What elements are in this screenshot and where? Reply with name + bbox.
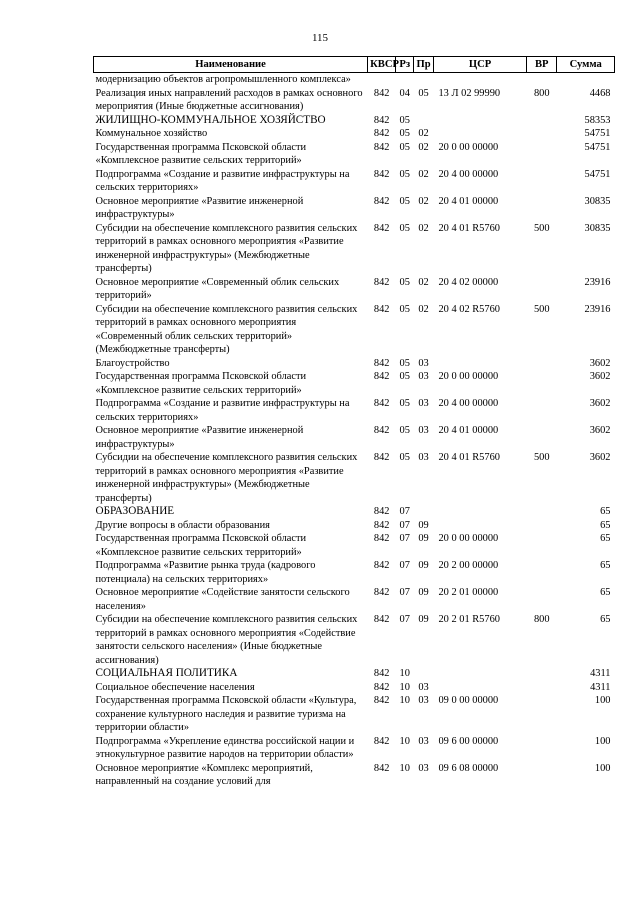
cell-kvsr: 842 (373, 668, 390, 679)
cell-rz: 04 (399, 87, 410, 99)
cell-csr: 13 Л 02 99990 (438, 87, 501, 99)
cell-sum: 30835 (584, 222, 611, 234)
cell-sum: 54751 (584, 128, 611, 139)
cell-rz: 05 (399, 276, 410, 288)
cell-kvsr: 842 (373, 506, 390, 517)
cell-kvsr: 842 (373, 695, 390, 706)
table-row (94, 451, 615, 505)
table-row (94, 168, 615, 195)
cell-sum: 3602 (589, 425, 611, 436)
cell-name: Социальное обеспечение населения (95, 681, 255, 693)
cell-csr: 20 4 01 00000 (438, 425, 499, 436)
header-vr: ВР (527, 57, 557, 73)
cell-kvsr: 842 (373, 195, 390, 207)
cell-kvsr: 842 (373, 681, 390, 693)
cell-pr: 02 (418, 128, 429, 139)
cell-name: Реализация иных направлений расходов в рамках основного мероприятия (Иные бюджетные ассигнования) (95, 87, 363, 112)
cell-pr: 09 (418, 560, 429, 571)
cell-name: Государственная программа Псковской области «Комплексное развитие сельских территорий» (95, 371, 307, 396)
cell-csr: 20 4 00 00000 (438, 398, 499, 409)
cell-sum: 23916 (584, 303, 611, 315)
cell-sum: 54751 (584, 168, 611, 180)
cell-vr (527, 276, 557, 303)
cell-vr (527, 370, 557, 397)
cell-kvsr: 842 (373, 762, 390, 774)
cell-kvsr: 842 (373, 168, 390, 180)
cell-rz: 05 (399, 168, 410, 180)
cell-name: Субсидии на обеспечение комплексного развития сельских территорий в рамках основного мероприятия «Развитие инженерной инфраструктуры» (Межбюджетные трансферты) (95, 452, 358, 504)
cell-pr: 09 (418, 519, 429, 531)
cell-vr: 500 (533, 222, 550, 234)
cell-pr: 03 (418, 357, 429, 369)
cell-rz: 07 (399, 519, 410, 531)
cell-pr: 03 (418, 452, 429, 463)
cell-pr: 03 (418, 695, 429, 706)
table-row (94, 559, 615, 586)
cell-name: ЖИЛИЩНО-КОММУНАЛЬНОЕ ХОЗЯЙСТВО (95, 113, 326, 126)
cell-vr (527, 519, 557, 533)
cell-name: Основное мероприятие «Развитие инженерной инфраструктуры» (95, 425, 304, 450)
cell-rz: 10 (399, 681, 410, 693)
page-number: 115 (311, 32, 329, 44)
table-row (94, 141, 615, 168)
cell-sum: 65 (600, 560, 611, 571)
cell-vr (527, 667, 557, 681)
cell-rz: 07 (399, 506, 410, 517)
cell-pr: 03 (418, 425, 429, 436)
cell-kvsr: 842 (373, 357, 390, 369)
cell-rz: 07 (399, 587, 410, 598)
cell-vr (527, 141, 557, 168)
cell-vr (527, 127, 557, 141)
table-row (94, 613, 615, 667)
header-rz: Рз (396, 57, 414, 73)
cell-csr (433, 73, 526, 87)
table-header-row (94, 57, 615, 73)
cell-pr: 03 (418, 762, 429, 774)
cell-pr: 05 (418, 87, 429, 99)
table-row (94, 87, 615, 114)
cell-kvsr (368, 73, 396, 87)
table-row (94, 370, 615, 397)
cell-kvsr: 842 (373, 276, 390, 288)
cell-rz: 10 (399, 695, 410, 706)
cell-sum: 65 (600, 587, 611, 598)
cell-rz: 05 (399, 222, 410, 234)
budget-table (93, 56, 615, 789)
cell-sum: 65 (600, 533, 611, 544)
cell-rz: 07 (399, 614, 410, 625)
table-row (94, 519, 615, 533)
cell-csr (433, 505, 526, 519)
cell-kvsr: 842 (373, 128, 390, 139)
table-row (94, 735, 615, 762)
cell-pr: 02 (418, 276, 429, 288)
cell-name: Государственная программа Псковской области «Культура, сохранение культурного наследия и развитие туризма на территории области» (95, 695, 357, 733)
cell-rz: 05 (399, 452, 410, 463)
cell-rz: 05 (399, 195, 410, 207)
cell-kvsr: 842 (373, 533, 390, 544)
cell-name: Основное мероприятие «Развитие инженерной инфраструктуры» (95, 195, 304, 220)
cell-name: Подпрограмма «Создание и развитие инфраструктуры на сельских территориях» (95, 398, 350, 423)
cell-pr: 09 (418, 587, 429, 598)
table-row (94, 222, 615, 276)
header-csr: ЦСР (433, 57, 526, 73)
cell-vr (527, 114, 557, 128)
cell-rz: 05 (399, 303, 410, 315)
table-row (94, 762, 615, 789)
cell-pr: 03 (418, 681, 429, 693)
cell-vr (527, 694, 557, 735)
cell-rz: 05 (399, 425, 410, 436)
cell-name: ОБРАЗОВАНИЕ (95, 505, 175, 517)
cell-kvsr: 842 (373, 371, 390, 382)
cell-name: Субсидии на обеспечение комплексного развития сельских территорий в рамках основного мероприятия «Современный облик сельских территорий» (Межбюджетные трансферты) (95, 303, 358, 355)
header-name: Наименование (94, 57, 368, 73)
cell-sum: 4311 (590, 668, 611, 679)
cell-csr (433, 681, 526, 695)
cell-name: Основное мероприятие «Содействие занятости сельского населения» (95, 587, 350, 612)
cell-vr (527, 762, 557, 789)
table-row (94, 532, 615, 559)
cell-rz: 07 (399, 533, 410, 544)
header-pr: Пр (414, 57, 434, 73)
cell-vr: 500 (533, 452, 550, 463)
cell-vr (527, 735, 557, 762)
cell-pr (414, 667, 434, 681)
cell-pr: 02 (418, 195, 429, 207)
cell-vr (527, 73, 557, 87)
cell-csr: 20 0 00 00000 (438, 533, 499, 544)
cell-rz: 05 (399, 398, 410, 409)
cell-pr: 02 (418, 303, 429, 315)
table-row (94, 73, 615, 87)
cell-csr: 09 6 00 00000 (438, 735, 499, 747)
cell-name: Государственная программа Псковской области «Комплексное развитие сельских территорий» (95, 533, 307, 558)
cell-csr (433, 667, 526, 681)
cell-kvsr: 842 (373, 303, 390, 315)
cell-vr (527, 559, 557, 586)
cell-sum: 65 (600, 614, 611, 625)
cell-sum: 30835 (584, 195, 611, 207)
cell-rz (396, 73, 414, 87)
cell-name: Государственная программа Псковской области «Комплексное развитие сельских территорий» (95, 141, 307, 166)
cell-csr: 20 2 00 00000 (438, 560, 499, 571)
cell-name: Благоустройство (95, 357, 170, 369)
table-row (94, 357, 615, 371)
cell-kvsr: 842 (373, 87, 390, 99)
cell-csr: 20 4 01 R5760 (438, 222, 500, 234)
cell-name: Субсидии на обеспечение комплексного развития сельских территорий в рамках основного мероприятия «Развитие инженерной инфраструктуры» (Межбюджетные трансферты) (95, 222, 358, 274)
cell-kvsr: 842 (373, 425, 390, 436)
cell-kvsr: 842 (373, 222, 390, 234)
cell-sum: 100 (594, 735, 611, 747)
cell-sum: 23916 (584, 276, 611, 288)
table-row (94, 114, 615, 128)
cell-sum: 3602 (589, 398, 611, 409)
cell-pr: 03 (418, 371, 429, 382)
table-row (94, 127, 615, 141)
cell-name: Подпрограмма «Создание и развитие инфраструктуры на сельских территориях» (95, 168, 350, 193)
cell-pr (414, 73, 434, 87)
table-row (94, 195, 615, 222)
cell-csr: 09 0 00 00000 (438, 695, 499, 706)
table-row (94, 505, 615, 519)
cell-csr: 20 4 00 00000 (438, 168, 499, 180)
cell-sum: 4468 (589, 87, 611, 99)
cell-pr: 09 (418, 533, 429, 544)
cell-name: Другие вопросы в области образования (95, 519, 270, 531)
cell-vr (527, 357, 557, 371)
cell-name: Основное мероприятие «Комплекс мероприятий, направленный на создание условий для (95, 762, 313, 787)
table-row (94, 667, 615, 681)
cell-vr: 800 (533, 614, 550, 625)
table-body (94, 73, 615, 789)
cell-csr (433, 357, 526, 371)
cell-rz: 10 (399, 735, 410, 747)
cell-csr: 20 2 01 00000 (438, 587, 499, 598)
cell-sum: 58353 (584, 114, 611, 126)
cell-name: Подпрограмма «Укрепление единства российской нации и этнокультурное развитие народов на территории области» (95, 735, 355, 760)
cell-pr: 03 (418, 735, 429, 747)
cell-csr: 20 4 01 00000 (438, 195, 499, 207)
cell-pr: 02 (418, 141, 429, 153)
cell-pr: 02 (418, 168, 429, 180)
cell-vr (527, 586, 557, 613)
cell-csr: 20 2 01 R5760 (438, 614, 500, 625)
cell-vr (527, 195, 557, 222)
cell-csr: 20 0 00 00000 (438, 141, 499, 153)
cell-vr: 800 (533, 87, 550, 99)
cell-sum: 65 (600, 506, 611, 517)
cell-vr (527, 168, 557, 195)
cell-rz: 05 (399, 128, 410, 139)
cell-rz: 07 (399, 560, 410, 571)
cell-csr: 20 0 00 00000 (438, 371, 499, 382)
cell-csr (433, 519, 526, 533)
cell-sum: 65 (600, 519, 611, 531)
cell-rz: 05 (399, 141, 410, 153)
cell-name: Подпрограмма «Развитие рынка труда (кадрового потенциала) на сельских территориях» (95, 560, 316, 585)
cell-name: СОЦИАЛЬНАЯ ПОЛИТИКА (95, 667, 238, 679)
cell-sum: 3602 (589, 371, 611, 382)
cell-kvsr: 842 (373, 519, 390, 531)
cell-rz: 05 (399, 371, 410, 382)
cell-vr (527, 505, 557, 519)
cell-sum (557, 73, 615, 87)
cell-sum: 3602 (589, 452, 611, 463)
cell-kvsr: 842 (373, 141, 390, 153)
cell-pr: 02 (418, 222, 429, 234)
table-row (94, 303, 615, 357)
cell-kvsr: 842 (373, 587, 390, 598)
cell-vr (527, 532, 557, 559)
cell-kvsr: 842 (373, 398, 390, 409)
cell-vr (527, 397, 557, 424)
cell-pr (414, 114, 434, 128)
cell-vr (527, 424, 557, 451)
cell-name: Коммунальное хозяйство (95, 128, 208, 139)
table-row (94, 276, 615, 303)
table-row (94, 694, 615, 735)
header-sum: Сумма (557, 57, 615, 73)
cell-csr (433, 127, 526, 141)
cell-vr (527, 681, 557, 695)
table-row (94, 424, 615, 451)
cell-kvsr: 842 (373, 114, 390, 126)
cell-vr: 500 (533, 303, 550, 315)
cell-pr: 09 (418, 614, 429, 625)
cell-csr: 20 4 02 R5760 (438, 303, 500, 315)
cell-sum: 100 (594, 762, 611, 774)
cell-sum: 3602 (589, 357, 611, 369)
cell-kvsr: 842 (373, 452, 390, 463)
cell-rz: 10 (399, 762, 410, 774)
table-row (94, 681, 615, 695)
table-row (94, 586, 615, 613)
cell-csr: 20 4 02 00000 (438, 276, 499, 288)
cell-rz: 10 (399, 668, 410, 679)
header-kvsr: КВСР (368, 57, 396, 73)
cell-pr (414, 505, 434, 519)
cell-pr: 03 (418, 398, 429, 409)
cell-sum: 54751 (584, 141, 611, 153)
cell-sum: 4311 (590, 681, 611, 693)
cell-rz: 05 (399, 114, 410, 126)
table-row (94, 397, 615, 424)
cell-name: Субсидии на обеспечение комплексного развития сельских территорий в рамках основного мероприятия «Содействие занятости сельского населения» (Иные бюджетные ассигнования) (95, 614, 358, 666)
cell-csr: 20 4 01 R5760 (438, 452, 500, 463)
cell-kvsr: 842 (373, 614, 390, 625)
cell-name: Основное мероприятие «Современный облик сельских территорий» (95, 276, 340, 301)
cell-sum: 100 (594, 695, 611, 706)
cell-csr (433, 114, 526, 128)
cell-kvsr: 842 (373, 560, 390, 571)
cell-csr: 09 6 08 00000 (438, 762, 499, 774)
cell-rz: 05 (399, 357, 410, 369)
cell-name: модернизацию объектов агропромышленного комплекса» (95, 74, 351, 85)
cell-kvsr: 842 (373, 735, 390, 747)
